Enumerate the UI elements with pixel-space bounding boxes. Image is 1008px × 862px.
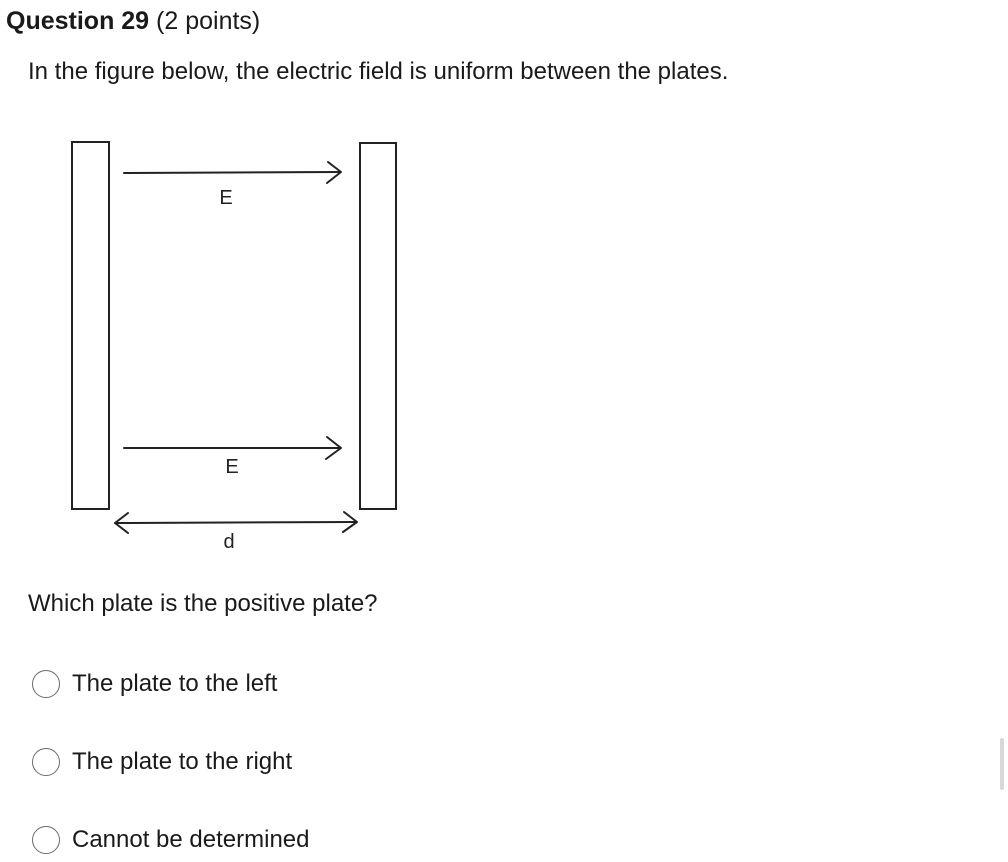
option-right-plate[interactable] [32,746,292,778]
distance-arrow [115,512,357,533]
right-plate [360,143,396,509]
field-label-top: E [219,187,233,209]
radio-button[interactable] [32,748,60,776]
distance-label: d [223,531,235,553]
question-number: Question 29 [6,7,150,35]
scrollbar-thumb[interactable] [1000,738,1004,790]
option-cannot-determine[interactable] [32,824,310,856]
question-header [6,4,260,38]
option-label: The plate to the right [72,748,293,775]
radio-button[interactable] [32,670,60,698]
sub-question: Which plate is the positive plate? [28,590,378,617]
option-label: The plate to the left [72,670,278,697]
capacitor-diagram [60,128,410,558]
left-plate [72,142,109,509]
field-arrow-top [124,162,341,183]
field-label-bottom: E [225,456,239,478]
option-left-plate[interactable] [32,668,277,700]
capacitor-figure [60,128,410,558]
question-points: (2 points) [156,7,261,35]
radio-button[interactable] [32,826,60,854]
question-prompt: In the figure below, the electric field is uniform between the plates. [28,58,729,85]
option-label: Cannot be determined [72,826,310,853]
